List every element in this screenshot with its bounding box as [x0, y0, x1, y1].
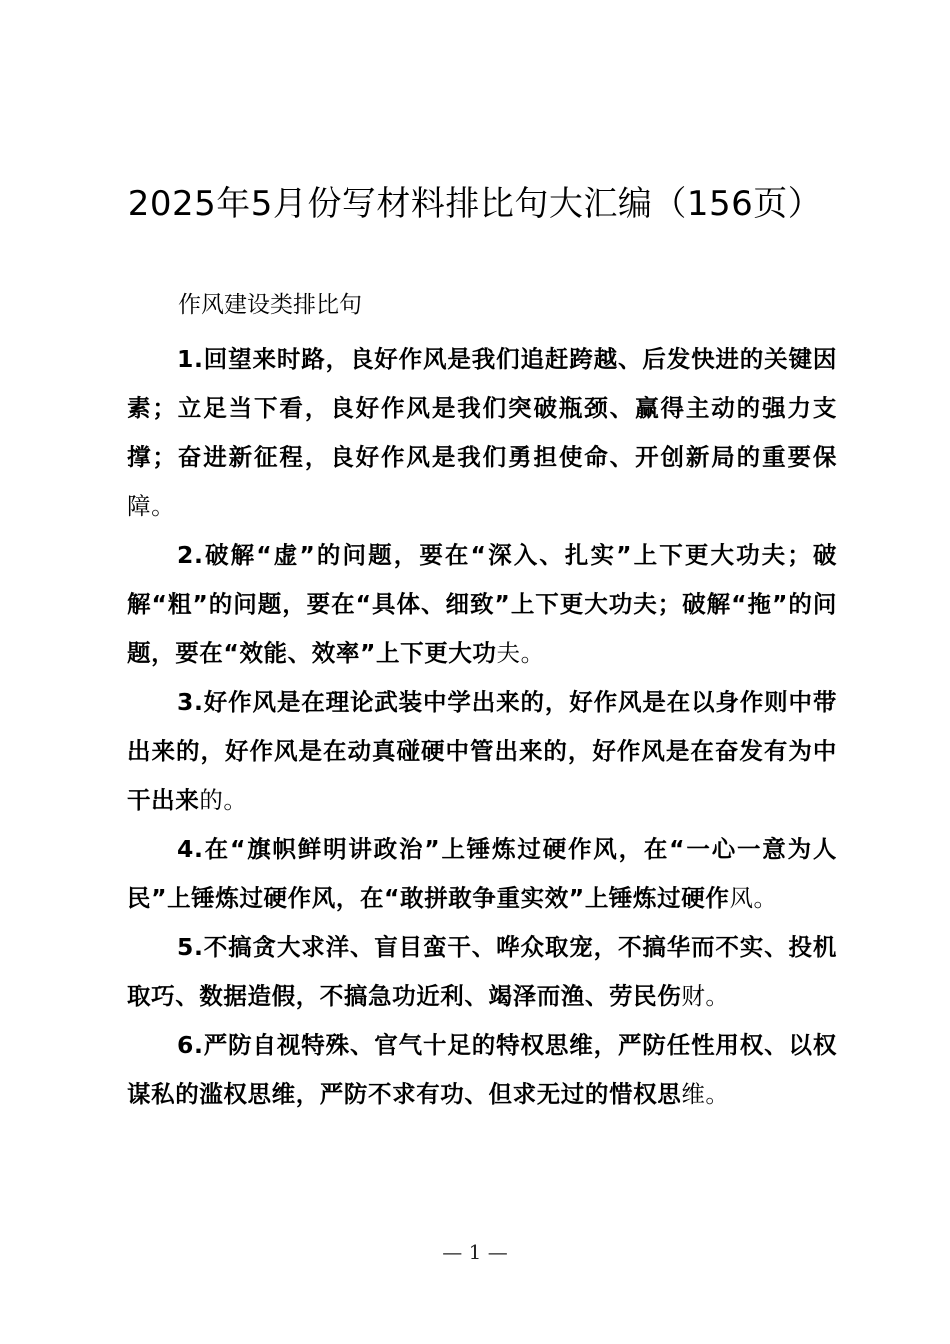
- paragraph: [127, 923, 837, 1021]
- section-heading: 作风建设类排比句: [178, 292, 362, 318]
- paragraph: [127, 678, 837, 825]
- paragraph-bold-text: 3.好作风是在理论武装中学出来的，好作风是在以身作则中带出来的，好作风是在动真碰硬中管出来的，好作风是在奋发有为中干出来: [127, 688, 837, 814]
- paragraph-tail-text: 维。: [681, 1080, 730, 1108]
- paragraph-bold-text: 1.回望来时路，良好作风是我们追赶跨越、后发快进的关键因素；立足当下看，良好作风是我们突破瓶颈、赢得主动的强力支撑；奋进新征程，良好作风是我们勇担使命、开创新局的重要保: [127, 345, 837, 471]
- paragraph-list: [127, 335, 837, 1119]
- paragraph-tail-text: 风。: [729, 884, 778, 912]
- paragraph-tail-text: 财。: [681, 982, 730, 1010]
- paragraph: [127, 531, 837, 678]
- paragraph: [127, 825, 837, 923]
- paragraph-bold-text: 5.不搞贪大求洋、盲目蛮干、哗众取宠，不搞华而不实、投机取巧、数据造假，不搞急功近利、竭泽而渔、劳民伤: [127, 933, 837, 1010]
- paragraph-bold-text: 4.在“旗帜鲜明讲政治”上锤炼过硬作风，在“一心一意为人民”上锤炼过硬作风，在“敢拼敢争重实效”上锤炼过硬作: [127, 835, 837, 912]
- paragraph: [127, 335, 837, 531]
- paragraph-bold-text: 6.严防自视特殊、官气十足的特权思维，严防任性用权、以权谋私的滥权思维，严防不求有功、但求无过的惜权思: [127, 1031, 837, 1108]
- paragraph-tail-text: 的。: [199, 786, 248, 814]
- page-number: — 1 —: [442, 1240, 508, 1264]
- document-title: 2025年5月份写材料排比句大汇编（156页）: [127, 184, 823, 224]
- paragraph: [127, 1021, 837, 1119]
- paragraph-tail-text: 夫。: [496, 639, 545, 667]
- paragraph-bold-text: 2.破解“虚”的问题，要在“深入、扎实”上下更大功夫；破解“粗”的问题，要在“具体、细致”上下更大功夫；破解“拖”的问题，要在“效能、效率”上下更大功: [127, 541, 837, 667]
- paragraph-tail-text: 障。: [127, 492, 176, 520]
